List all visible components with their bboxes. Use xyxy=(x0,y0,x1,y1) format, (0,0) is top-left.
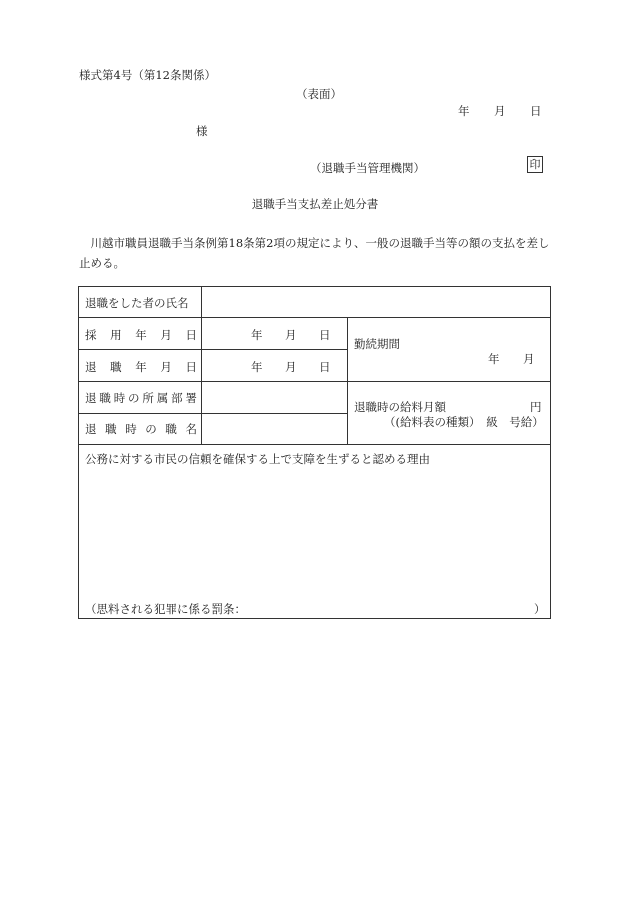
service-period-label: 勤続期間 xyxy=(354,337,400,351)
position-label: 退 職 時 の 職 名 xyxy=(85,422,197,436)
name-label: 退職をした者の氏名 xyxy=(85,296,189,310)
form-number: 様式第4号（第12条関係） xyxy=(79,68,216,82)
salary-unit: 円 xyxy=(530,400,542,414)
document-title: 退職手当支払差止処分書 xyxy=(251,197,379,211)
retire-day: 日 xyxy=(319,360,331,374)
retire-month: 月 xyxy=(285,360,297,374)
hire-year: 年 xyxy=(251,328,263,342)
salary-label: 退職時の給料月額 xyxy=(354,400,446,414)
form-table xyxy=(78,286,551,619)
date-month: 月 xyxy=(494,104,506,118)
retire-year: 年 xyxy=(251,360,263,374)
service-month: 月 xyxy=(523,352,535,366)
date-day: 日 xyxy=(530,104,542,118)
hire-day: 日 xyxy=(319,328,331,342)
date-year: 年 xyxy=(458,104,470,118)
addressee-suffix: 様 xyxy=(196,124,208,138)
side-label: （表面） xyxy=(296,87,342,101)
seal-box: 印 xyxy=(527,156,543,173)
hire-month: 月 xyxy=(285,328,297,342)
retire-date-label: 退 職 年 月 日 xyxy=(85,360,197,374)
department-label: 退 職 時 の 所 属 部 署 xyxy=(85,391,197,405)
reason-label: 公務に対する市民の信頼を確保する上で支障を生ずると認める理由 xyxy=(85,452,430,466)
service-year: 年 xyxy=(488,352,500,366)
hire-date-label: 採 用 年 月 日 xyxy=(85,328,197,342)
document-body: 川越市職員退職手当条例第18条第2項の規定により、一般の退職手当等の額の支払を差し止める。 xyxy=(79,236,550,270)
penalty-close: ） xyxy=(534,602,546,616)
penalty-label: （思料される犯罪に係る罰条： xyxy=(85,602,246,616)
salary-schedule: （(給料表の種類） 級 号給） xyxy=(384,415,544,429)
issuing-agency: （退職手当管理機関） xyxy=(310,161,425,175)
